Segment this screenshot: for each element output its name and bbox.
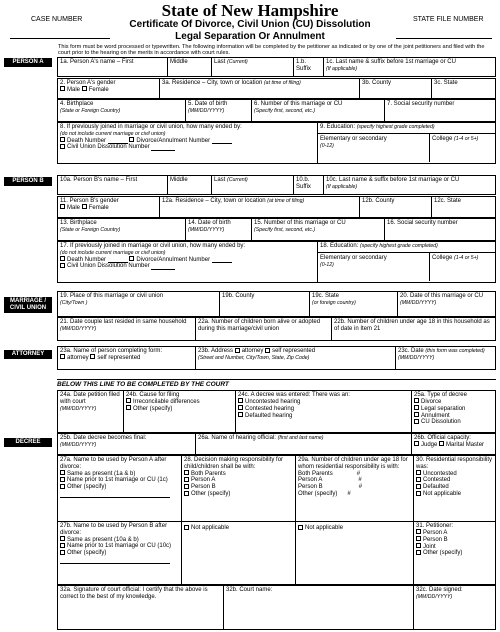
field-19b[interactable]: 19b. County: [220, 292, 310, 317]
field-1c[interactable]: 1c. Last name & suffix before 1st marriage or CU (If applicable): [324, 58, 496, 77]
field-11: 11. Person B's gender Male Female: [58, 197, 160, 218]
same-as-present-a-checkbox[interactable]: [60, 470, 65, 475]
field-18: 18. Education: (specify highest grade completed) Elementary or secondary (0-12) College (1-4 or 5+): [318, 242, 496, 283]
field-9: 9. Education: (specify highest grade completed) Elementary or secondary (0-12) College (1-4 or 5+): [318, 123, 496, 164]
field-30: 30. Residential responsibility was: Uncontested Contested Defaulted Not applicable: [414, 456, 495, 522]
field-17: 17. If previously joined in marriage or civil union, how many ended by: (do not include current marriage or civil union) Death Number Divorce/Annulment Number Civil Union Dissolution Number: [58, 242, 318, 283]
field-32a[interactable]: 32a. Signature of court official: I certify that the above is correct to the best of my knowledge.: [58, 586, 224, 630]
death-checkbox[interactable]: [60, 256, 65, 261]
field-25a: 25a. Type of decree Divorce Legal separation Annulment CU Dissolution: [412, 391, 496, 433]
uncontested-checkbox[interactable]: [416, 470, 421, 475]
person-a-checkbox[interactable]: [184, 477, 189, 482]
name-prior-a-checkbox[interactable]: [60, 477, 65, 482]
state-title: State of New Hampshire: [161, 1, 339, 20]
form-instructions: This form must be word processed or typewritten. The following information will be completed by the petitioner as indicated or by one of the joint petitioners and filed with the court prior to the hearing on the merits in accordance with court rules.: [58, 44, 485, 57]
divorce-checkbox[interactable]: [129, 137, 134, 142]
not-applicable-checkbox[interactable]: [184, 525, 189, 530]
section-marriage: MARRIAGE / CIVIL UNION: [4, 297, 52, 313]
field-29a: 29a. Number of children under age 18 for whom residential responsibility is with: Both Parents # Person A # Person B # Other (specify) # Not applicable: [296, 456, 414, 585]
field-23a: 23a. Name of person completing form: attorney self represented: [58, 347, 196, 370]
other-checkbox[interactable]: [416, 550, 421, 555]
person-b-checkbox[interactable]: [184, 484, 189, 489]
field-31: 31. Petitioner: Person A Person B Joint Other (specify): [416, 523, 463, 557]
field-26a[interactable]: 26a. Name of hearing official: (first and last name): [196, 434, 412, 455]
joint-checkbox[interactable]: [416, 543, 421, 548]
person-b-checkbox[interactable]: [416, 536, 421, 541]
field-2: 2. Person A's gender Male Female: [58, 79, 160, 99]
self-represented-checkbox[interactable]: [90, 354, 95, 359]
field-19[interactable]: 19. Place of this marriage or civil union (City/Town ): [58, 292, 220, 317]
field-12a[interactable]: 12a. Residence – City, town or location (at time of filing): [160, 197, 360, 218]
section-decree: DECREE: [4, 438, 52, 447]
field-3a[interactable]: 3a. Residence – City, town or location (at time of filing): [160, 79, 360, 99]
field-21[interactable]: 21. Date couple last resided in same household (MM/DD/YYYY): [58, 318, 196, 341]
field-19c[interactable]: 19c. State (or foreign country): [310, 292, 398, 317]
field-20[interactable]: 20. Date of this marriage or CU (MM/DD/YYYY): [398, 292, 496, 317]
state-file-number-field[interactable]: [396, 38, 492, 39]
male-checkbox[interactable]: [60, 204, 65, 209]
education-college[interactable]: College (1-4 or 5+): [432, 255, 479, 261]
field-5[interactable]: 5. Date of birth (MM/DD/YYYY): [186, 100, 252, 122]
state-file-number-label: STATE FILE NUMBER: [413, 16, 484, 23]
field-12c[interactable]: 12c. State: [432, 197, 496, 218]
education-elementary[interactable]: Elementary or secondary (0-12): [318, 253, 430, 281]
male-checkbox[interactable]: [60, 86, 65, 91]
field-1a-middle[interactable]: Middle: [168, 58, 212, 77]
field-26b: 26b. Official capacity: Judge Marital Master: [412, 434, 496, 455]
contested-checkbox[interactable]: [416, 477, 421, 482]
field-10c[interactable]: 10c. Last name & suffix before 1st marriage or CU (If applicable): [324, 176, 496, 195]
contested-checkbox[interactable]: [238, 405, 243, 410]
not-applicable-checkbox[interactable]: [298, 525, 303, 530]
field-24b: 24b. Cause for filing Irreconcilable differences Other (specify): [124, 391, 236, 433]
field-8: 8. If previously joined in marriage or civil union, how many ended by: (do not include current marriage or civil union) Death Number Divorce/Annulment Number Civil Union Dissolution Number: [58, 123, 318, 164]
both-parents-checkbox[interactable]: [184, 470, 189, 475]
field-16[interactable]: 16. Social security number: [385, 219, 496, 241]
section-attorney: ATTORNEY: [4, 350, 52, 359]
female-checkbox[interactable]: [82, 204, 87, 209]
death-checkbox[interactable]: [60, 137, 65, 142]
education-elementary[interactable]: Elementary or secondary (0-12): [318, 134, 430, 162]
field-12b[interactable]: 12b. County: [360, 197, 432, 218]
court-divider: [57, 379, 496, 380]
court-section-heading: BELOW THIS LINE TO BE COMPLETED BY THE COURT: [57, 381, 229, 388]
section-person-b: PERSON B: [4, 177, 52, 186]
field-32b[interactable]: 32b. Court name:: [224, 586, 414, 630]
form-title: Certificate Of Divorce, Civil Union (CU) Dissolution: [129, 19, 371, 30]
field-6[interactable]: 6. Number of this marriage or CU (Specify first, second, etc.): [252, 100, 385, 122]
field-10a[interactable]: 10a. Person B's name – First: [58, 176, 168, 195]
field-23c[interactable]: 23c. Date (this form was completed) (MM/DD/YYYY): [396, 347, 496, 370]
other-checkbox[interactable]: [184, 491, 189, 496]
field-25b[interactable]: 25b. Date decree becomes final: (MM/DD/YYYY): [58, 434, 196, 455]
person-a-table: [57, 57, 496, 77]
field-1a-last[interactable]: Last (Current): [212, 58, 294, 77]
case-number-label: CASE NUMBER: [31, 16, 83, 23]
person-a-checkbox[interactable]: [416, 529, 421, 534]
field-32c[interactable]: 32c. Date signed: (MM/DD/YYYY): [414, 586, 496, 630]
uncontested-checkbox[interactable]: [238, 398, 243, 403]
cu-dissolution-checkbox[interactable]: [60, 144, 65, 149]
field-14[interactable]: 14. Date of birth (MM/DD/YYYY): [186, 219, 252, 241]
field-1a[interactable]: 1a. Person A's name – First: [58, 58, 168, 77]
field-24a[interactable]: 24a. Date petition filed with court (MM/DD/YYYY): [58, 391, 124, 433]
form-subtitle: Legal Separation Or Annulment: [175, 31, 325, 42]
field-28: 28. Decision making responsibility for child/children shall be with: Both Parents Person A Person B Other (specify) Not applicable: [182, 456, 296, 585]
irreconcilable-checkbox[interactable]: [126, 398, 131, 403]
cu-dissolution-checkbox[interactable]: [60, 263, 65, 268]
field-10b[interactable]: 10.b. Suffix: [294, 176, 324, 195]
section-person-a: PERSON A: [4, 58, 52, 67]
not-applicable-checkbox[interactable]: [416, 491, 421, 496]
other-a-checkbox[interactable]: [60, 484, 65, 489]
field-4[interactable]: 4. Birthplace (State or Foreign Country): [58, 100, 186, 122]
field-3b[interactable]: 3b. County: [360, 79, 432, 99]
field-30-31: [414, 456, 496, 585]
field-10a-last[interactable]: Last (Current): [212, 176, 294, 195]
cu-dissolution-checkbox[interactable]: [414, 419, 419, 424]
field-23b: 23b. Address attorney self represented (Street and Number, City/Town, State, Zip Code): [196, 347, 396, 370]
field-7[interactable]: 7. Social security number: [385, 100, 496, 122]
defaulted-checkbox[interactable]: [416, 484, 421, 489]
marital-master-checkbox[interactable]: [439, 441, 444, 446]
education-college[interactable]: College (1-4 or 5+): [432, 136, 479, 142]
field-27b: 27b. Name to be used by Person B after divorce: Same as present (10a & b) Name prior to 1st marriage or CU (10c) Other (specify): [58, 522, 181, 565]
other-checkbox[interactable]: [126, 405, 131, 410]
address-self-checkbox[interactable]: [265, 348, 270, 353]
address-attorney-checkbox[interactable]: [235, 348, 240, 353]
field-27: [58, 456, 182, 585]
attorney-checkbox[interactable]: [60, 354, 65, 359]
legal-separation-checkbox[interactable]: [414, 405, 419, 410]
judge-checkbox[interactable]: [414, 441, 419, 446]
field-10a-middle[interactable]: Middle: [168, 176, 212, 195]
field-22b[interactable]: 22b. Number of children under age 18 in this household as of date in Item 21: [332, 318, 496, 341]
field-22a[interactable]: 22a. Number of children born alive or adopted during this marriage/civil union: [196, 318, 332, 341]
field-27a: 27a. Name to be used by Person A after divorce: Same as present (1a & b) Name prior to 1st marriage or CU (1c) Other (specify): [58, 456, 181, 522]
annulment-checkbox[interactable]: [414, 412, 419, 417]
defaulted-checkbox[interactable]: [238, 412, 243, 417]
field-3c[interactable]: 3c. State: [432, 79, 496, 99]
field-1b[interactable]: 1.b. Suffix: [294, 58, 324, 77]
field-24c: 24c. A decree was entered: There was an: Uncontested hearing Contested hearing Defaulted hearing: [236, 391, 412, 433]
divorce-checkbox[interactable]: [129, 256, 134, 261]
other-b-checkbox[interactable]: [60, 550, 65, 555]
name-prior-b-checkbox[interactable]: [60, 543, 65, 548]
field-15[interactable]: 15. Number of this marriage or CU (Specify first, second, etc.): [252, 219, 385, 241]
same-as-present-b-checkbox[interactable]: [60, 536, 65, 541]
divorce-checkbox[interactable]: [414, 398, 419, 403]
field-13[interactable]: 13. Birthplace (State or Foreign Country): [58, 219, 186, 241]
female-checkbox[interactable]: [82, 86, 87, 91]
